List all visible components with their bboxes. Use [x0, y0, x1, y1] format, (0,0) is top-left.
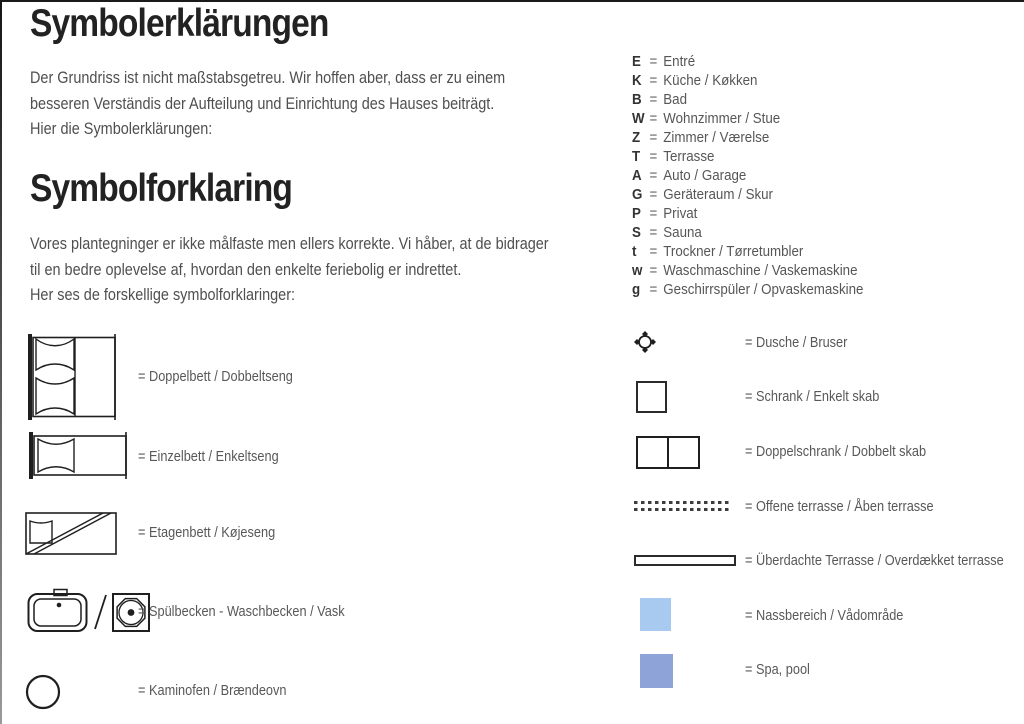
code-meaning: Geräteraum / Skur: [663, 187, 774, 203]
spa-pool-swatch: [640, 654, 673, 688]
paragraph-line: Her ses de forskellige symbolforklaringer:: [30, 285, 296, 304]
code-meaning: Wohnzimmer / Stue: [663, 111, 781, 127]
equals-sign: =: [649, 73, 658, 89]
equals-sign: =: [649, 206, 658, 222]
intro-paragraph-danish: [30, 231, 549, 308]
code-letter: W: [632, 111, 645, 127]
sink-basin-icon: [27, 588, 155, 634]
symbol-label: = Schrank / Enkelt skab: [745, 388, 880, 405]
code-meaning: Geschirrspüler / Opvaskemaskine: [663, 282, 864, 298]
paragraph-line: besseren Verständis der Aufteilung und Einrichtung des Hauses beiträgt.: [30, 93, 495, 113]
code-meaning: Küche / Køkken: [663, 73, 758, 89]
code-letter: G: [632, 187, 643, 203]
covered-terrace-icon: [634, 555, 736, 566]
symbol-label: = Offene terrasse / Åben terrasse: [745, 498, 934, 515]
equals-sign: =: [649, 225, 658, 241]
code-letter: B: [632, 92, 642, 108]
symbol-label: = Dusche / Bruser: [745, 334, 848, 351]
equals-sign: =: [649, 130, 658, 146]
open-terrace-icon: [634, 501, 732, 511]
code-letter: T: [632, 149, 641, 165]
code-letter: E: [632, 54, 641, 70]
bunk-bed-icon: [25, 512, 117, 555]
symbol-label: = Kaminofen / Brændeovn: [138, 682, 287, 699]
equals-sign: =: [649, 244, 658, 260]
paragraph-line: Der Grundriss ist nicht maßstabsgetreu. Wir hoffen aber, dass er zu einem: [30, 68, 506, 87]
single-bed-icon: [28, 432, 132, 479]
symbol-label: = Einzelbett / Enkeltseng: [138, 448, 279, 465]
equals-sign: =: [649, 149, 658, 165]
code-letter: A: [632, 168, 642, 184]
letter-code-row: [632, 168, 863, 187]
code-meaning: Waschmaschine / Vaskemaskine: [663, 263, 858, 279]
equals-sign: =: [649, 111, 658, 127]
equals-sign: =: [649, 282, 658, 298]
code-letter: w: [632, 263, 643, 279]
symbol-label: = Nassbereich / Vådområde: [745, 607, 904, 624]
code-letter: P: [632, 206, 641, 222]
letter-code-row: [632, 282, 863, 301]
symbol-label: = Doppelbett / Dobbeltseng: [138, 368, 293, 385]
double-bed-icon: [27, 334, 119, 420]
paragraph-line: til en bedre oplevelse af, hvordan den enkelte feriebolig er indrettet.: [30, 259, 462, 279]
letter-code-row: [632, 225, 863, 244]
code-letter: t: [632, 244, 637, 260]
letter-code-row: [632, 130, 863, 149]
shower-icon: [634, 331, 656, 353]
intro-paragraph-german: [30, 65, 505, 142]
code-meaning: Trockner / Tørretumbler: [663, 244, 804, 260]
equals-sign: =: [649, 187, 658, 203]
double-closet-icon: [636, 436, 700, 469]
wood-stove-icon: [25, 674, 61, 710]
code-meaning: Terrasse: [663, 149, 715, 165]
paragraph-line: Hier die Symbolerklärungen:: [30, 119, 213, 138]
symbol-label: = Überdachte Terrasse / Overdækket terrasse: [745, 552, 1004, 569]
code-meaning: Zimmer / Værelse: [663, 130, 770, 146]
code-letter: Z: [632, 130, 641, 146]
letter-code-row: [632, 187, 863, 206]
letter-code-list: [632, 54, 863, 301]
single-closet-icon: [636, 381, 667, 413]
letter-code-row: [632, 54, 863, 73]
equals-sign: =: [649, 92, 658, 108]
code-meaning: Sauna: [663, 225, 702, 241]
code-letter: S: [632, 225, 641, 241]
code-meaning: Privat: [663, 206, 698, 222]
page-title-german: Symbolerklärungen: [30, 2, 329, 45]
equals-sign: =: [649, 54, 658, 70]
equals-sign: =: [649, 168, 658, 184]
wet-area-swatch: [640, 598, 671, 631]
letter-code-row: [632, 149, 863, 168]
letter-code-row: [632, 206, 863, 225]
equals-sign: =: [649, 263, 658, 279]
code-meaning: Entré: [663, 54, 696, 70]
letter-code-row: [632, 263, 863, 282]
code-meaning: Bad: [663, 92, 688, 108]
letter-code-row: [632, 92, 863, 111]
paragraph-line: Vores plantegninger er ikke målfaste men ellers korrekte. Vi håber, at de bidrager: [30, 234, 549, 253]
code-meaning: Auto / Garage: [663, 168, 747, 184]
letter-code-row: [632, 73, 863, 92]
letter-code-row: [632, 111, 863, 130]
page-title-danish: Symbolforklaring: [30, 167, 293, 210]
letter-code-row: [632, 244, 863, 263]
symbol-label: = Doppelschrank / Dobbelt skab: [745, 443, 927, 460]
code-letter: g: [632, 282, 641, 298]
symbol-label: = Spa, pool: [745, 661, 810, 678]
code-letter: K: [632, 73, 642, 89]
symbol-label: = Etagenbett / Køjeseng: [138, 524, 276, 541]
symbol-label: = Spülbecken - Waschbecken / Vask: [138, 603, 345, 620]
